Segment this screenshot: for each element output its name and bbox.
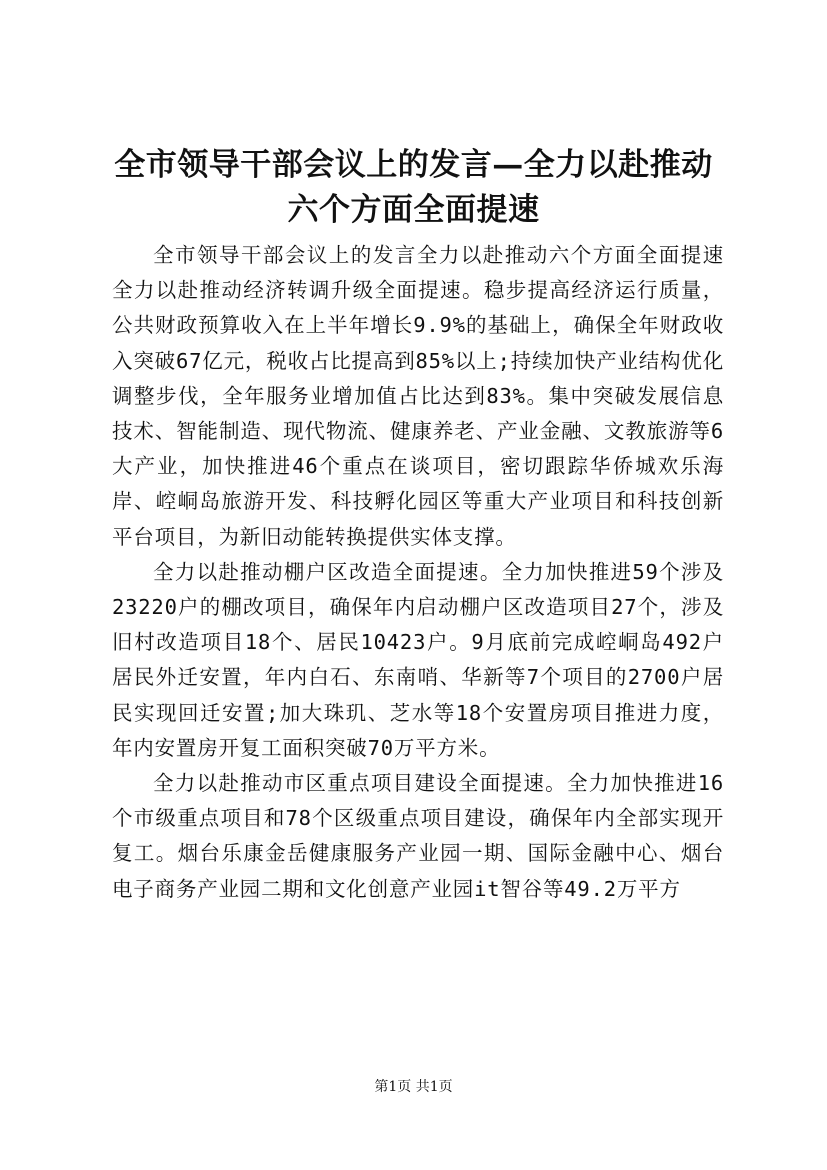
paragraph-shantytown: 全力以赴推动棚户区改造全面提速。全力加快推进59个涉及23220户的棚改项目，确保年内启动棚户区改造项目27个，涉及旧村改造项目18个、居民10423户。9月底前完成崆峒岛492户居民外迁安置，年内白石、东南哨、华新等7个项目的2700户居民实现回迁安置;加大珠玑、芝水等18个安置房项目推进力度，年内安置房开复工面积突破70万平方米。	[112, 559, 724, 760]
document-title: 全市领导干部会议上的发言—全力以赴推动六个方面全面提速	[114, 147, 713, 228]
paragraph-key-projects: 全力以赴推动市区重点项目建设全面提速。全力加快推进16个市级重点项目和78个区级重点项目建设，确保年内全部实现开复工。烟台乐康金岳健康服务产业园一期、国际金融中心、烟台电子商务产业园二期和文化创意产业园it智谷等49.2万平方	[112, 771, 724, 901]
page-number-footer: 第1页 共1页	[374, 1079, 453, 1095]
document-body	[112, 238, 724, 907]
paragraph-economy: 全市领导干部会议上的发言全力以赴推动六个方面全面提速全力以赴推动经济转调升级全面提速。稳步提高经济运行质量，公共财政预算收入在上半年增长9.9%的基础上，确保全年财政收入突破67亿元，税收占比提高到85%以上;持续加快产业结构优化调整步伐，全年服务业增加值占比达到83%。集中突破发展信息技术、智能制造、现代物流、健康养老、产业金融、文教旅游等6大产业，加快推进46个重点在谈项目，密切跟踪华侨城欢乐海岸、崆峒岛旅游开发、科技孵化园区等重大产业项目和科技创新平台项目，为新旧动能转换提供实体支撑。	[112, 243, 724, 549]
